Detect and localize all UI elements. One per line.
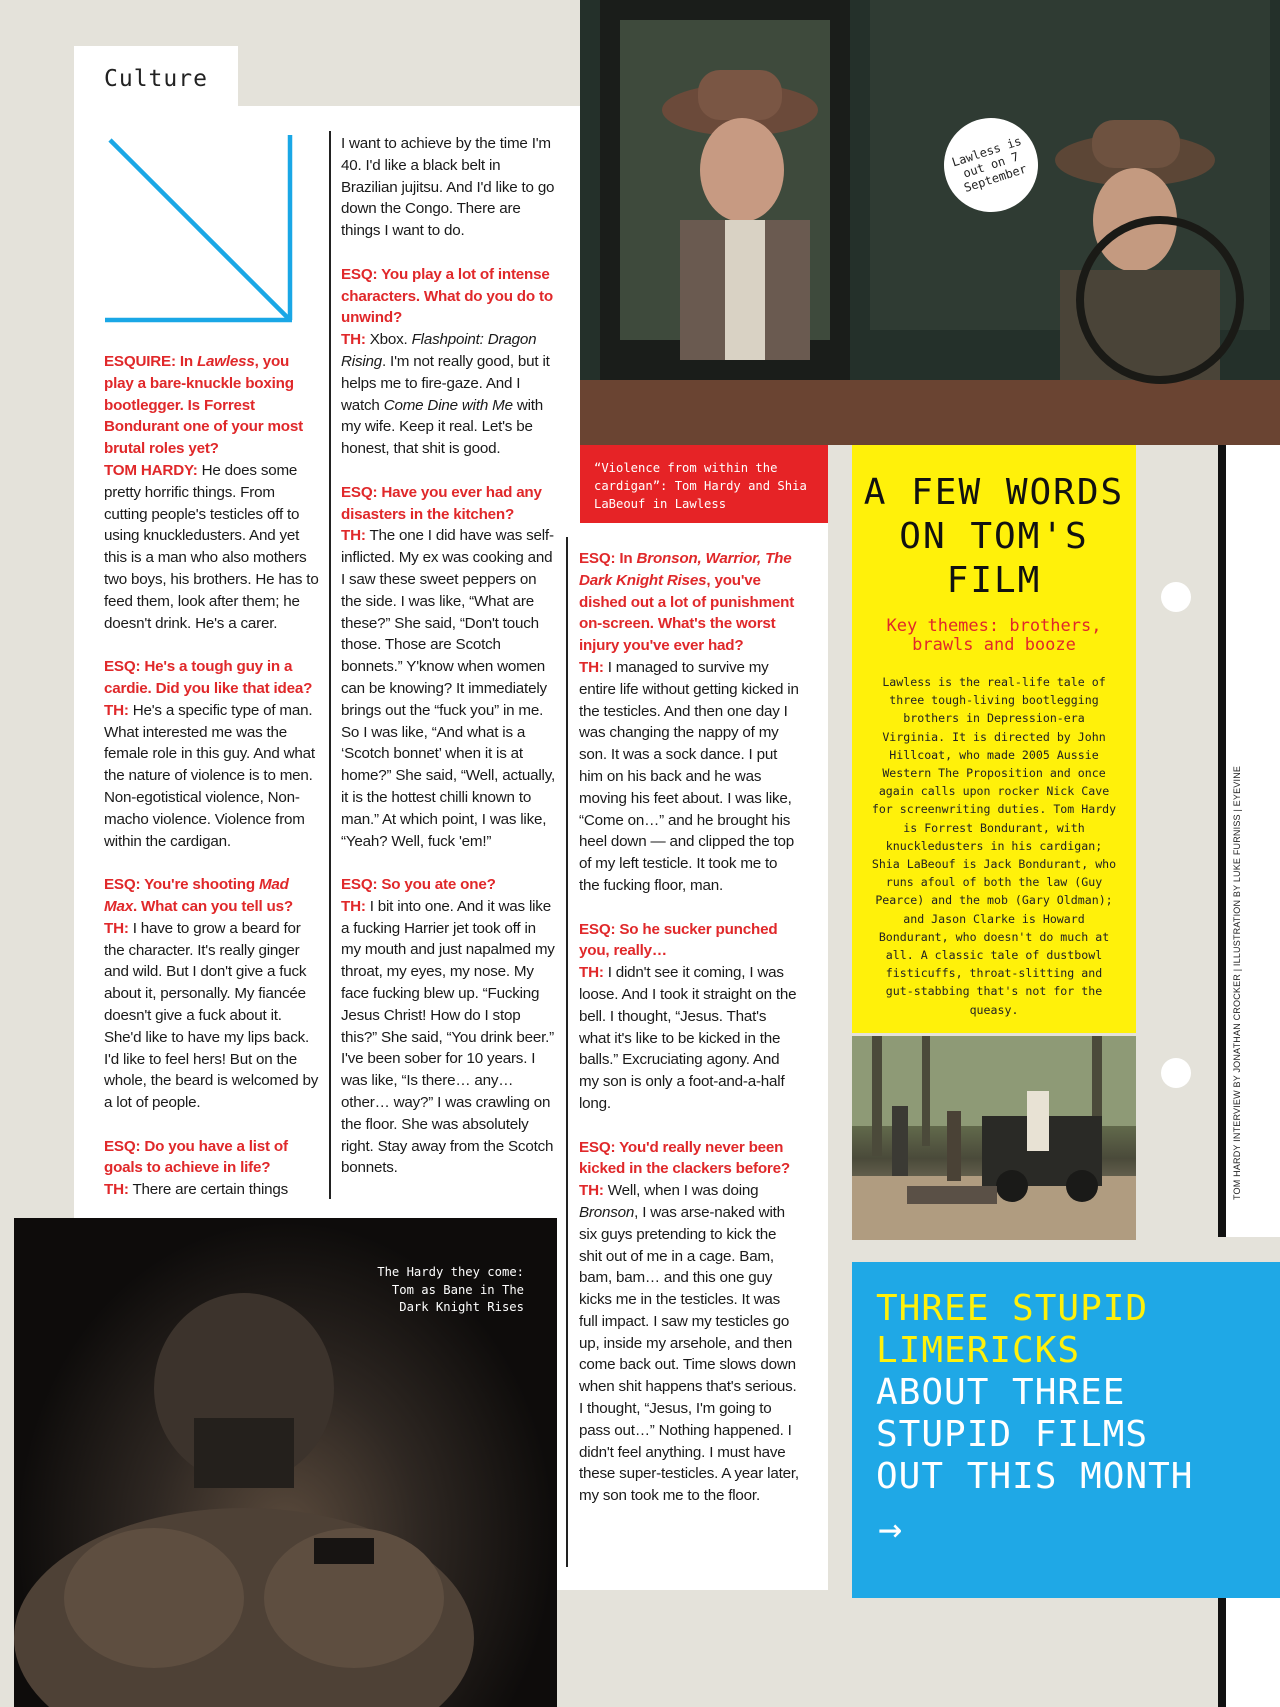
question: ESQ: You'd really never been kicked in the clackers before? bbox=[579, 1138, 790, 1178]
question: ESQ: Do you have a list of goals to achieve in life? bbox=[104, 1137, 288, 1177]
answer-emphasis: Flashpoint: Dragon Rising bbox=[341, 331, 537, 370]
question-emphasis: Mad Max bbox=[104, 876, 289, 915]
answer-text: I didn't see it coming, I was loose. And I took it straight on the bell. I thought, “Jesus. That's what it's like to be kicked in the balls.” Excruciating agony. And my son is only a foot-and-a-half long. bbox=[579, 964, 797, 1112]
interview-column-3 bbox=[579, 548, 801, 1529]
lawless-car-photo bbox=[580, 0, 1280, 445]
sidebar-title: A FEW WORDS ON TOM'S FILM bbox=[863, 472, 1125, 601]
question bbox=[104, 353, 303, 457]
answer-emphasis: Come Dine with Me bbox=[383, 396, 513, 414]
question: ESQ: Have you ever had any disasters in the kitchen? bbox=[341, 483, 542, 523]
answer-text: He's a specific type of man. What interested me was the female role in this guy. And what the nature of violence is to men. Non-egotistical violence, Non-macho violence. Violence from within the cardigan. bbox=[104, 701, 315, 850]
interview-column-2 bbox=[341, 133, 555, 1201]
promo-subhead: ABOUT THREE STUPID FILMS OUT THIS MONTH bbox=[876, 1372, 1194, 1497]
answer-label: TH: bbox=[579, 658, 604, 676]
interview-column-1 bbox=[104, 351, 322, 1223]
answer-text: , I was arse-naked with six guys pretending to kick the shit out of me in a cage. Bam, bam, bam… and this one guy kicks me in the testicles. It was full impact. I saw my testicles go up, inside my arsehole, and then come back out. Time slows down when shit happens that's serious. I thought, “Jesus, I'm going to pass out…” Nothing happened. I didn't feel anything. I must have these super-testicles. A year later, my son took me to the floor. bbox=[579, 1203, 799, 1505]
answer-text: with my wife. Keep it real. Let's be honest, that shit is good. bbox=[341, 396, 544, 458]
answer-label: TH: bbox=[341, 331, 366, 349]
answer-label: TH: bbox=[341, 527, 366, 545]
bottom-edge-rule bbox=[1218, 1598, 1226, 1707]
section-tab-label: Culture bbox=[104, 66, 208, 92]
question bbox=[579, 550, 794, 654]
answer-label: TH: bbox=[579, 1182, 604, 1200]
arrow-illustration bbox=[100, 130, 300, 330]
question: ESQ: You play a lot of intense characters. What do you do to unwind? bbox=[341, 265, 553, 327]
promo-headline: THREE STUPID LIMERICKS bbox=[876, 1288, 1149, 1371]
film-sidebar bbox=[852, 445, 1136, 1033]
question-text: ESQ: In bbox=[579, 550, 637, 567]
right-edge-rule bbox=[1218, 445, 1226, 1237]
question-text: ESQUIRE: In bbox=[104, 353, 197, 370]
question: ESQ: So he sucker punched you, really… bbox=[579, 920, 778, 960]
question-text: , you've dished out a lot of punishment on-screen. What's the worst injury you've ever had? bbox=[579, 571, 795, 655]
answer-text: . I'm not really good, but it helps me to fire-gaze. And I watch bbox=[341, 352, 550, 414]
question-emphasis: Lawless bbox=[196, 353, 255, 370]
question-text: , you play a bare-knuckle boxing bootlegger. Is Forrest Bondurant one of your most brutal roles yet? bbox=[104, 353, 303, 458]
answer-text: I want to achieve by the time I'm 40. I'd like a black belt in Brazilian jujitsu. And I'd like to go down the Congo. There are things I want to do. bbox=[341, 135, 555, 240]
answer-text: The one I did have was self-inflicted. My ex was cooking and I saw these sweet peppers on the side. I was like, “What are these?” She said, “Don't touch those. Those are Scotch bonnets.” Y'know when women can be knowing? It immediately brings out the “fuck you” in me. So I was like, “And what is a ‘Scotch bonnet’ when it is at home?” She said, “Well, actually, it is the hottest chilli known to man.” At which point, I was like, “Yeah? Well, fuck 'em!” bbox=[341, 527, 555, 850]
answer-label: TH: bbox=[104, 701, 129, 719]
answer-text: Well, when I was doing bbox=[603, 1182, 759, 1200]
answer-text: Xbox. bbox=[365, 331, 412, 349]
answer-text: I managed to survive my entire life without getting kicked in the testicles. And then one day I was changing the nappy of my son. It was a sock dance. I put him on his back and he was moving his feet about. I was like, “Come on…” and he brought his heel down — and clipped the top of my left testicle. It took me to the fucking floor, man. bbox=[579, 658, 799, 894]
answer-label: TOM HARDY: bbox=[104, 461, 198, 479]
column-divider bbox=[329, 131, 331, 1199]
question-emphasis: Bronson, Warrior, The Dark Knight Rises bbox=[579, 550, 792, 589]
arrow-right-icon[interactable]: → bbox=[878, 1506, 903, 1552]
column-divider bbox=[566, 537, 568, 1567]
sidebar-subtitle: Key themes: brothers, brawls and booze bbox=[886, 616, 1102, 655]
bottom-edge-rule-white bbox=[1226, 1598, 1280, 1707]
release-date-text: Lawless is out on 7 September bbox=[950, 133, 1029, 196]
answer-label: TH: bbox=[104, 1181, 129, 1199]
bane-photo bbox=[14, 1218, 557, 1707]
answer-text: I have to grow a beard for the character. It's really ginger and wild. But I don't give a fuck about it, personally. My fiancée doesn't give a fuck about it. She'd like to have my lips back. I'd like to feel hers! But on the whole, the beard is welcomed by a lot of people. bbox=[104, 919, 319, 1112]
decorative-dot bbox=[1161, 582, 1191, 612]
limericks-promo[interactable] bbox=[852, 1262, 1280, 1598]
answer-label: TH: bbox=[104, 919, 129, 937]
answer-emphasis: Bronson bbox=[579, 1203, 635, 1221]
article-panel-mid bbox=[557, 445, 580, 525]
question bbox=[104, 876, 293, 915]
question-text: ESQ: You're shooting bbox=[104, 876, 259, 894]
question: ESQ: He's a tough guy in a cardie. Did you like that idea? bbox=[104, 658, 313, 697]
answer-text: There are certain things bbox=[128, 1181, 289, 1199]
answer-label: TH: bbox=[579, 964, 604, 982]
photo-credit: TOM HARDY INTERVIEW BY JONATHAN CROCKER | ILLUSTRATION BY LUKE FURNISS | EYEVINE bbox=[1232, 765, 1242, 1200]
question: ESQ: So you ate one? bbox=[341, 876, 496, 894]
answer-label: TH: bbox=[341, 897, 366, 915]
question-text: . What can you tell us? bbox=[132, 897, 293, 915]
lawless-brawl-photo bbox=[852, 1036, 1136, 1240]
brawl-scene-illustration bbox=[852, 1036, 1136, 1240]
photo-caption: “Violence from within the cardigan”: Tom Hardy and Shia LaBeouf in Lawless bbox=[580, 445, 828, 523]
answer-text: He does some pretty horrific things. From cutting people's testicles off to using knuckledusters. And yet this is a man who also mothers two boys, his brothers. He has to feed them, look after them; he doesn't drink. He's a carer. bbox=[104, 461, 319, 632]
sidebar-body: Lawless is the real-life tale of three tough-living bootlegging brothers in Depression-era Virginia. It is directed by John Hillcoat, who made 2005 Aussie Western The Proposition and once again calls upon rocker Nick Cave for screenwriting duties. Tom Hardy is Forrest Bondurant, with knuckledusters in his cardigan; Shia LaBeouf is Jack Bondurant, who runs afoul of both the law (Guy Pearce) and the mob (Gary Oldman); and Jason Clarke is Howard Bondurant, who doesn't do much at all. A classic tale of dustbowl fisticuffs, throat-slitting and gut-stabbing that's not for the queasy. bbox=[871, 675, 1117, 1017]
decorative-dot bbox=[1161, 1058, 1191, 1088]
answer-text: I bit into one. And it was like a fucking Harrier jet took off in my mouth and just napalmed my throat, my eyes, my nose. My face fucking blew up. “Fucking Jesus Christ! How do I stop this?” She said, “You drink beer.” I've been sober for 10 years. I was like, “Is there… any… other… way?” I was crawling on the floor. She was absolutely right. Stay away from the Scotch bonnets. bbox=[341, 897, 555, 1177]
bane-caption: The Hardy they come: Tom as Bane in The Dark Knight Rises bbox=[377, 1265, 524, 1314]
car-scene-illustration bbox=[580, 0, 1280, 445]
section-tab bbox=[74, 46, 238, 108]
